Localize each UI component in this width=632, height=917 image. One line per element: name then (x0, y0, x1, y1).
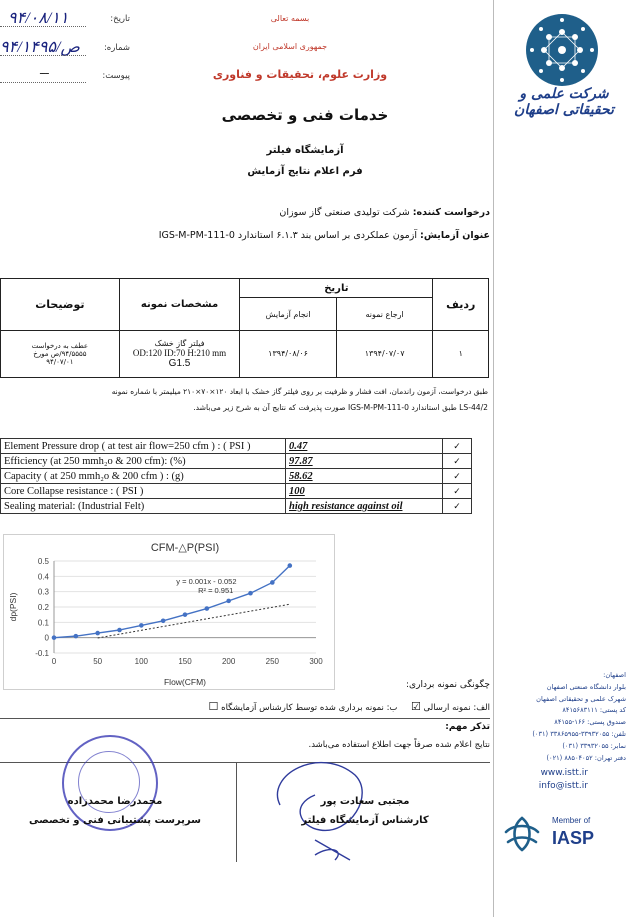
republic-title: جمهوری اسلامی ایران (252, 42, 328, 51)
number-value: ۹۴/ص/۱۴۹۵ (0, 39, 80, 56)
ministry-title: وزارت علوم، تحقیقات و فناوری (212, 68, 388, 81)
address-line: تلفن: ۳۳۹۳۲۰۵۵-۳۳۸۶۵۹۵۵ (۰۳۱) (532, 729, 626, 738)
note-title: تذکر مهم: (445, 722, 490, 732)
check-icon: ✓ (443, 439, 472, 454)
y-tick-label: -0.1 (35, 649, 49, 658)
attach-underline (0, 82, 86, 83)
col-date-header: تاریخ (240, 279, 433, 298)
r-squared: R² = 0.951 (198, 586, 234, 596)
address-line: شهرک علمی و تحقیقاتی اصفهان (536, 694, 626, 703)
number-underline (0, 55, 86, 56)
spec-row (1, 469, 472, 484)
iasp-label: IASP (552, 828, 595, 848)
notes-cell (1, 330, 120, 377)
y-tick-label: 0.1 (37, 618, 49, 628)
sampling-divider (0, 718, 490, 719)
spec-row (1, 454, 472, 469)
spec-label: Core Collapse resistance : ( PSI ) (1, 484, 286, 499)
attach-label: پیوست: (102, 71, 130, 81)
results-table (0, 278, 489, 378)
service-title: خدمات فنی و تخصصی (221, 106, 389, 124)
chart-title: CFM-△P(PSI) (150, 542, 220, 554)
data-point (248, 591, 253, 596)
address-line: بلوار دانشگاه صنعتی اصفهان (546, 682, 626, 691)
address-line: نمابر: ۳۳۹۳۲۰۵۵ (۰۳۱) (562, 741, 626, 750)
attach-value: ـــ (40, 66, 49, 77)
data-point (226, 599, 231, 604)
col-specs-header: مشخصات نمونه (119, 279, 239, 331)
option-a-label: الف: نمونه ارسالی (423, 703, 490, 713)
check-icon: ✓ (443, 454, 472, 469)
trend-equation: y = 0.001x - 0.052 (176, 577, 237, 586)
y-tick-label: 0 (44, 633, 49, 643)
address-line: اصفهان: (603, 671, 626, 679)
note-text: نتایج اعلام شده صرفاً جهت اطلاع استفاده می‌باشد. (308, 740, 490, 750)
data-point (183, 612, 188, 617)
col-test-done-header: انجام آزمایش (240, 298, 337, 330)
y-tick-label: 0.5 (37, 557, 49, 566)
address-line: صندوق پستی: ۱۶۶-۸۴۱۵۵ (554, 718, 626, 727)
description-line-1: طبق درخواست، آزمون راندمان، افت فشار و ظرفیت بر روی فیلتر گاز خشک با ابعاد ۱۲۰×۷۰×۲۱۰ میلیمتر با شماره نمونه (111, 387, 488, 396)
spec-row (1, 439, 472, 454)
option-b-checkbox[interactable]: ☐ (208, 700, 219, 713)
spec-table (0, 438, 472, 514)
y-tick-label: 0.2 (37, 603, 49, 612)
date-underline (0, 26, 86, 27)
org-name: شرکت علمی و تحقیقاتی اصفهان (514, 86, 614, 118)
bismillah: بسمه تعالی (270, 14, 310, 23)
spec-value: high resistance against oil (286, 499, 443, 514)
data-point (270, 580, 275, 585)
data-point (161, 619, 166, 624)
spec-value: 97.87 (286, 454, 443, 469)
spec-label: Element Pressure drop ( at test air flow=250 cfm ) : ( PSI ) (1, 439, 286, 454)
check-icon: ✓ (443, 484, 472, 499)
x-tick-label: 0 (51, 657, 57, 666)
spec-value: 58.62 (286, 469, 443, 484)
data-point (74, 634, 79, 639)
spec-label: Sealing material: (Industrial Felt) (1, 499, 286, 514)
x-tick-label: 300 (309, 657, 323, 666)
sidebar (496, 0, 632, 917)
x-tick-label: 50 (93, 657, 103, 666)
spec-line-3: G1.5 (168, 357, 191, 369)
spec-row (1, 499, 472, 514)
sample-specs (119, 330, 239, 377)
org-logo-icon (522, 10, 602, 90)
test-title-value: آزمون عملکردی بر اساس بند ۶.۱.۳ استاندارد IGS-M-PM-111-0 (158, 230, 417, 241)
test-done-date: ۱۳۹۴/۰۸/۰۶ (240, 330, 337, 377)
x-tick-label: 150 (178, 657, 192, 666)
spec-value: 0.47 (286, 439, 443, 454)
check-icon: ✓ (443, 469, 472, 484)
address-line: دفتر تهران: ۸۸۵۰۴۰۵۲ (۰۲۱) (546, 753, 626, 762)
sampling-title: چگونگی نمونه برداری: (406, 680, 490, 690)
signature-column-divider (236, 762, 237, 862)
email-link[interactable]: info@istt.ir (538, 781, 588, 791)
y-axis-title: dp(PSI) (8, 592, 18, 622)
spec-row (1, 484, 472, 499)
requester-value: شرکت تولیدی صنعتی گاز سوزان (279, 207, 410, 218)
requester-line (150, 207, 490, 218)
notes-line-2: ۹۴/۵۵۵۵/ص مورخ (33, 349, 87, 358)
data-point (95, 631, 100, 636)
data-point (205, 606, 210, 611)
sampling-options (135, 700, 490, 713)
spec-label: Efficiency (at 250 mmh₂o & 200 cfm): (%) (1, 454, 286, 469)
chart-container (3, 534, 335, 690)
test-title-label: عنوان آزمایش: (420, 230, 490, 241)
data-point (52, 635, 57, 640)
y-tick-label: 0.4 (37, 572, 49, 582)
x-tick-label: 200 (221, 657, 236, 666)
requester-label: درخواست کننده: (412, 207, 490, 218)
x-tick-label: 100 (134, 657, 149, 666)
data-point (288, 563, 293, 568)
description-line-2: LS-44/2 طبق استاندارد IGS-M-PM-111-0 صورت پذیرفت که نتایج آن به شرح زیر می‌باشد. (193, 403, 488, 412)
lab-title: آزمایشگاه فیلتر (266, 145, 344, 156)
website-link[interactable]: www.istt.ir (540, 768, 588, 778)
test-title-line (110, 230, 490, 241)
spec-line-2: OD:120 ID:70 H:210 mm (132, 347, 227, 358)
column-divider (493, 0, 494, 917)
notes-line-1: عطف به درخواست (31, 341, 89, 350)
trendline (98, 604, 290, 638)
col-row-header: ردیف (433, 279, 489, 331)
x-tick-label: 250 (265, 657, 280, 666)
spec-label: Capacity ( at 250 mmh₂o & 200 cfm ) : (g) (1, 469, 286, 484)
iasp-logo-icon (500, 812, 544, 856)
check-icon: ✓ (443, 499, 472, 514)
y-tick-label: 0.3 (37, 587, 49, 597)
member-of-label: Member of (552, 816, 591, 825)
spec-value: 100 (286, 484, 443, 499)
date-label: تاریخ: (110, 14, 130, 24)
spec-line-1: فیلتر گاز خشک (154, 338, 205, 348)
number-label: شماره: (103, 43, 130, 53)
row-number: ۱ (433, 330, 489, 377)
option-a-checkbox[interactable]: ☑ (410, 700, 421, 713)
option-b-label: ب: نمونه برداری شده توسط کارشناس آزمایشگاه (221, 703, 398, 713)
pressure-drop-chart (4, 535, 334, 689)
date-value: ۹۴/۰۸/۱۱ (8, 10, 69, 27)
left-signer-name: محمدرضا محمدزاده (67, 796, 163, 807)
sample-ref-date: ۱۳۹۴/۰۷/۰۷ (336, 330, 433, 377)
x-axis-title: Flow(CFM) (163, 677, 207, 687)
left-signer-role: سرپرست پشتیبانی فنی و تخصصی (29, 815, 201, 826)
data-point (117, 628, 122, 633)
data-point (139, 623, 144, 628)
col-sample-ref-header: ارجاع نمونه (336, 298, 433, 330)
form-title: فرم اعلام نتایج آزمایش (247, 166, 363, 177)
right-signer-role: کارشناس آزمایشگاه فیلتر (301, 815, 429, 826)
col-notes-header: توضیحات (1, 279, 120, 331)
contact-block (500, 670, 626, 764)
right-signer-name: مجتبی سعادت پور (320, 796, 410, 807)
notes-line-3: ۹۴/۰۷/۰۱ (46, 357, 74, 366)
address-line: کد پستی: ۸۴۱۵۶۸۳۱۱۱ (562, 706, 626, 715)
